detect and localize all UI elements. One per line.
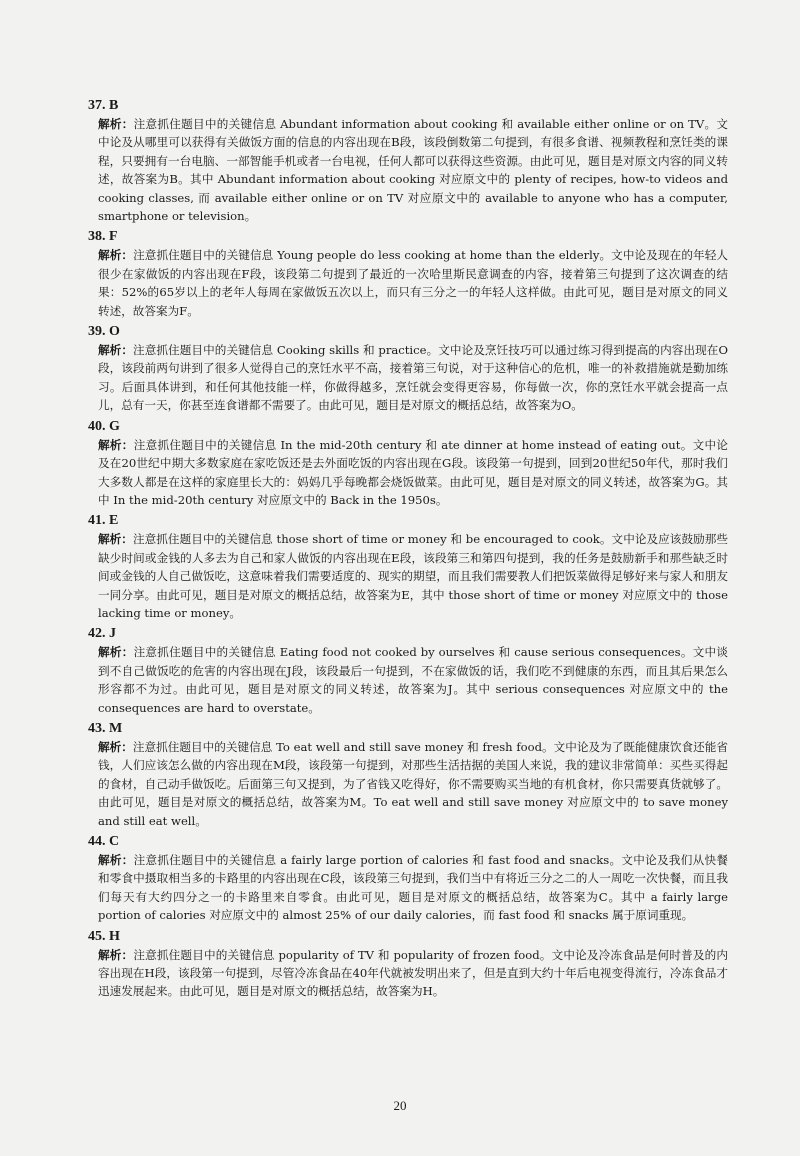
answer-number: 37. B <box>88 98 119 113</box>
answer-number: 38. F <box>88 229 118 245</box>
explanation-label: 解析： <box>98 853 134 867</box>
explanation-text <box>88 530 728 622</box>
explanation-label: 解析： <box>98 248 134 263</box>
answer-number: 42. J <box>88 626 116 642</box>
explanation-body: 注意抓住题目中的关键信息 popularity of TV 和 popularity of frozen food。文中论及冷冻食品是何时普及的内容出现在H段，该段第一句提到，尽管冷冻食品在40年代就被发明出来了，但是直到大约十年后电视变得流行，冷冻食品才迅速发展起来。由此可见，题目是对原文的概括总结，故答案为H。 <box>98 947 728 999</box>
answer-item-37 <box>88 96 728 225</box>
answer-number: 43. M <box>88 720 123 736</box>
answer-explanations <box>88 96 728 1003</box>
explanation-body: 注意抓住题目中的关键信息 Abundant information about cooking 和 available either online or on TV。文中论及从哪里可以获得有关做饭方面的信息的内容出现在B段，该段倒数第二句提到，有很多食谱、视频教程和烹饪类的课程，只要拥有一台电脑、一部智能手机或者一台电视，任何人都可以获得这些资源。由此可见，题目是对原文内容的同义转述，故答案为B。其中 Abundant information about cooking 对应原文中的 plenty of recipes, how-to videos and cooking classes, 而 available either online or on TV 对应原文中的 available to anyone who has a computer, smartphone or television。 <box>98 117 728 224</box>
answer-item-40 <box>88 417 728 510</box>
explanation-label: 解析： <box>98 739 133 754</box>
explanation-label: 解析： <box>98 645 134 660</box>
explanation-body: 注意抓住题目中的关键信息 To eat well and still save money 和 fresh food。文中论及为了既能健康饮食还能省钱，人们应该怎么做的内容出现在M段，该段第一句提到，对那些生活拮据的美国人来说，我的建议非常简单：买些买得起的食材，自己动手做饭吃。后面第三句又提到，为了省钱又吃得好，你不需要购买当地的有机食材，你只需要真货就够了。由此可见，题目是对原文的概括总结，故答案为M。To eat well and still save money 对应原文中的 to save money and still eat well。 <box>98 739 728 828</box>
explanation-text <box>88 946 728 1001</box>
explanation-text <box>88 436 728 510</box>
page-number: 20 <box>393 1098 407 1113</box>
explanation-body: 注意抓住题目中的关键信息 a fairly large portion of calories 和 fast food and snacks。文中论及我们从快餐和零食中摄取相当多的卡路里的内容出现在C段，该段第三句提到，我们当中有将近三分之二的人一周吃一次快餐，而且我们每天有大约四分之一的卡路里来自零食。由此可见，题目是对原文的概括总结，故答案为C。其中 a fairly large portion of calories 对应原文中的 almost 25% of our daily calories，而 fast food 和 snacks 属于原词重现。 <box>98 853 728 923</box>
explanation-label: 解析： <box>98 437 134 452</box>
answer-item-41 <box>88 511 728 622</box>
explanation-body: 注意抓住题目中的关键信息 those short of time or money 和 be encouraged to cook。文中论及应该鼓励那些缺少时间或金钱的人多去为自己和家人做饭的内容出现在E段，该段第三和第四句提到，我的任务是鼓励新手和那些缺乏时间或金钱的人自己做饭吃，这意味着我们需要适度的、现实的期望，而且我们需要教人们把饭菜做得足够好来与家人和朋友一同分享。由此可见，题目是对原文的概括总结，故答案为E，其中 those short of time or money 对应原文中的 those lacking time or money。 <box>98 532 728 620</box>
explanation-body: 注意抓住题目中的关键信息 Cooking skills 和 practice。文中论及烹饪技巧可以通过练习得到提高的内容出现在O段，该段前两句讲到了很多人觉得自己的烹饪水平不高，接着第三句说，对于这种信心的危机，唯一的补救措施就是勤加练习。后面具体讲到，和任何其他技能一样，你做得越多，烹饪就会变得更容易，你每做一次，你的烹饪水平就会提高一点儿，总有一天，你甚至连食谱都不需要了。由此可见，题目是对原文的概括总结，故答案为O。 <box>98 343 728 413</box>
explanation-text <box>88 115 728 225</box>
answer-number: 39. O <box>88 324 120 340</box>
explanation-text <box>88 738 728 830</box>
explanation-text <box>88 246 728 320</box>
explanation-text <box>88 851 728 925</box>
answer-item-45 <box>88 927 728 1001</box>
answer-number: 45. H <box>88 928 120 944</box>
answer-item-44 <box>88 832 728 925</box>
explanation-text <box>88 643 728 717</box>
answer-item-42 <box>88 624 728 717</box>
answer-number: 41. E <box>88 513 119 529</box>
answer-item-39 <box>88 322 728 415</box>
explanation-label: 解析： <box>98 532 133 547</box>
answer-item-43 <box>88 719 728 830</box>
explanation-label: 解析： <box>98 343 134 358</box>
explanation-body: 注意抓住题目中的关键信息 Eating food not cooked by ourselves 和 cause serious consequences。文中谈到不自己做饭吃的危害的内容出现在J段，该段最后一句提到，不在家做饭的话，我们吃不到健康的东西，而且其后果怎么形容都不为过。由此可见，题目是对原文的同义转述，故答案为J。其中 serious consequences 对应原文中的 the consequences are hard to overstate。 <box>98 645 728 715</box>
answer-number: 44. C <box>88 834 120 849</box>
explanation-label: 解析： <box>98 947 134 962</box>
explanation-text <box>88 341 728 415</box>
explanation-label: 解析： <box>98 117 134 131</box>
explanation-body: 注意抓住题目中的关键信息 Young people do less cooking at home than the elderly。文中论及现在的年轻人很少在家做饭的内容出现在F段，该段第二句提到了最近的一次哈里斯民意调查的内容，接着第三句提到了这次调查的结果：52%的65岁以上的老年人每周在家做饭五次以上，而只有三分之一的年轻人这样做。由此可见，题目是对原文的同义转述，故答案为F。 <box>98 248 728 318</box>
answer-item-38 <box>88 227 728 320</box>
answer-number: 40. G <box>88 418 120 434</box>
explanation-body: 注意抓住题目中的关键信息 In the mid-20th century 和 ate dinner at home instead of eating out。文中论及在20世纪中期大多数家庭在家吃饭还是去外面吃饭的内容出现在G段。该段第一句提到，回到20世纪50年代，那时我们大多数人都是在这样的家庭里长大的：妈妈几乎每晚都会烧饭做菜。由此可见，题目是对原文的同义转述，故答案为G。其中 In the mid-20th century 对应原文中的 Back in the 1950s。 <box>98 437 728 507</box>
